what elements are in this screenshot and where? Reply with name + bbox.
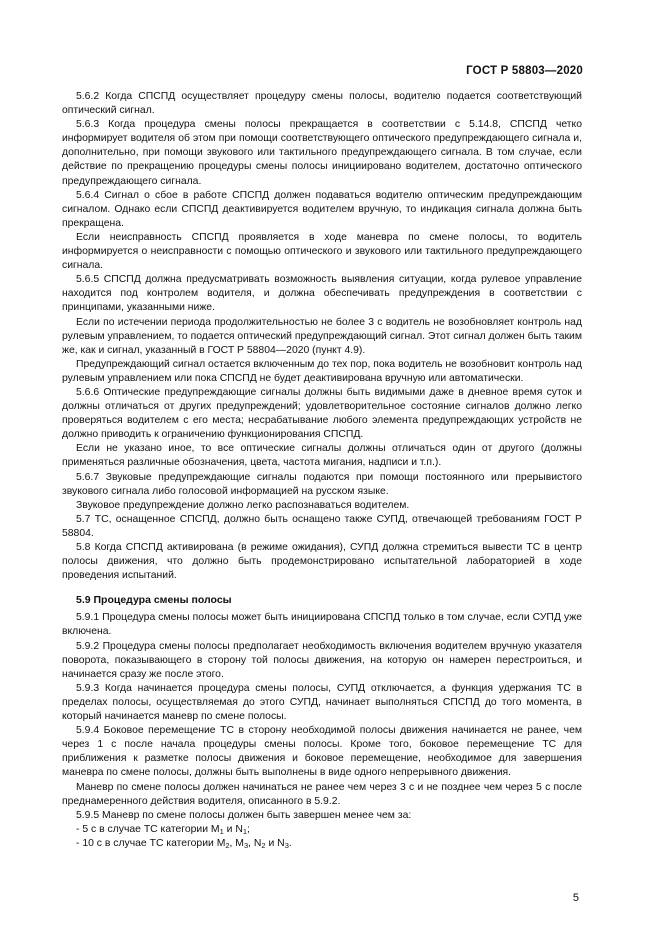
list-item: - 10 с в случае ТС категории $M_2$, $M_3$, $N_2$ и $N_3$. — [76, 837, 292, 850]
paragraph: 5.6.6 Оптические предупреждающие сигналы должны быть видимыми даже в дневное время суток и должны отличаться от других предупреждений; удовлетворительное состояние сигналов должно легко проверяться водителем с его места; несрабатывание любого элемента предупреждающих устройств не должно приводить к ограничению функционирования СПСПД. — [62, 386, 582, 441]
paragraph: Маневр по смене полосы должен начинаться не ранее чем через 3 с и не позднее чем через 5 с после преднамеренного действия водителя, описанного в 5.9.2. — [62, 781, 582, 807]
page-number: 5 — [572, 892, 579, 904]
paragraph: 5.8 Когда СПСПД активирована (в режиме ожидания), СУПД должна стремиться вывести ТС в центр полосы движения, что должно быть продемонстрировано испытательной лабораторией в ходе проведения испытаний. — [62, 542, 582, 582]
paragraph: 5.9.4 Боковое перемещение ТС в сторону необходимой полосы движения начинается не ранее, чем через 1 с после начала процедуры смены полосы. Кроме того, боковое перемещение ТС для приближения к разметке полосы движения и боковое перемещение, необходимое для завершения маневра по смене полосы, должны быть выполнены в виде одного непрерывного движения. — [62, 725, 582, 779]
paragraph: 5.6.2 Когда СПСПД осуществляет процедуру смены полосы, водителю подается соответствующий оптический сигнал. — [62, 91, 582, 117]
paragraph: Если не указано иное, то все оптические сигналы должны отличаться один от другого (должны применяться различные обозначения, цвета, частота мигания, надписи и т.п.). — [62, 443, 582, 469]
paragraph: Предупреждающий сигнал остается включенным до тех пор, пока водитель не возобновит контроль над рулевым управлением или пока СПСПД не будет деактивирована вручную или автоматически. — [62, 358, 582, 384]
paragraph: 5.6.7 Звуковые предупреждающие сигналы подаются при помощи постоянного или прерывистого звукового сигнала либо голосовой информацией на русском языке. — [62, 471, 582, 497]
document-body — [62, 90, 582, 851]
paragraph: 5.6.4 Сигнал о сбое в работе СПСПД должен подаваться водителю оптическим предупреждающим сигналом. Однако если СПСПД деактивируется водителем вручную, то индикация сигнала должна быть прекращена. — [62, 189, 582, 229]
document-code-header: ГОСТ Р 58803—2020 — [466, 65, 583, 77]
paragraph: 5.7 ТС, оснащенное СПСПД, должно быть оснащено также СУПД, отвечающей требованиям ГОСТ Р 58804. — [62, 513, 582, 539]
paragraph: Звуковое предупреждение должно легко распознаваться водителем. — [76, 499, 410, 511]
paragraph: 5.6.5 СПСПД должна предусматривать возможность выявления ситуации, когда рулевое управление находится под контролем водителя, и должна обеспечивать предупреждения в соответствии с принципами, указанными ниже. — [62, 274, 582, 314]
paragraph: 5.9.3 Когда начинается процедура смены полосы, СУПД отключается, а функция удержания ТС в пределах полосы, осуществляемая до этого СУПД, начинает выполняться СПСПД до того момента, в который начинается маневр по смене полосы. — [62, 682, 582, 723]
paragraph: Если неисправность СПСПД проявляется в ходе маневра по смене полосы, то водитель информируется о неисправности с помощью оптического и звукового или тактильного предупреждающего сигнала. — [62, 231, 582, 272]
paragraph: Если по истечении периода продолжительностью не более 3 с водитель не возобновляет контроль над рулевым управлением, то подается оптический предупреждающий сигнал. Этот сигнал должен быть таким же, как и сигнал, указанный в ГОСТ Р 58804—2020 (пункт 4.9). — [62, 316, 582, 356]
paragraph: 5.9.1 Процедура смены полосы может быть инициирована СПСПД только в том случае, если СУПД уже включена. — [62, 612, 582, 638]
paragraph: 5.9.2 Процедура смены полосы предполагает необходимость включения водителем вручную указателя поворота, показывающего в сторону той полосы движения, на которую он намерен перестроиться, и начинается сразу же после этого. — [62, 640, 582, 680]
paragraph: 5.9.5 Маневр по смене полосы должен быть завершен менее чем за: — [76, 809, 412, 821]
section-heading: 5.9 Процедура смены полосы — [76, 594, 232, 607]
paragraph: 5.6.3 Когда процедура смены полосы прекращается в соответствии с 5.14.8, СПСПД четко информирует водителя об этом при помощи соответствующего оптического предупреждающего сигнала и, дополнительно, при помощи звукового или тактильного предупреждающего сигнала. В том случае, если действие по прекращению процедуры смены полосы инициировано водителем, достаточно оптического предупреждающего сигнала. — [62, 119, 582, 187]
list-item: - 5 с в случае ТС категории $M_1$ и $N_1$; — [76, 823, 250, 836]
